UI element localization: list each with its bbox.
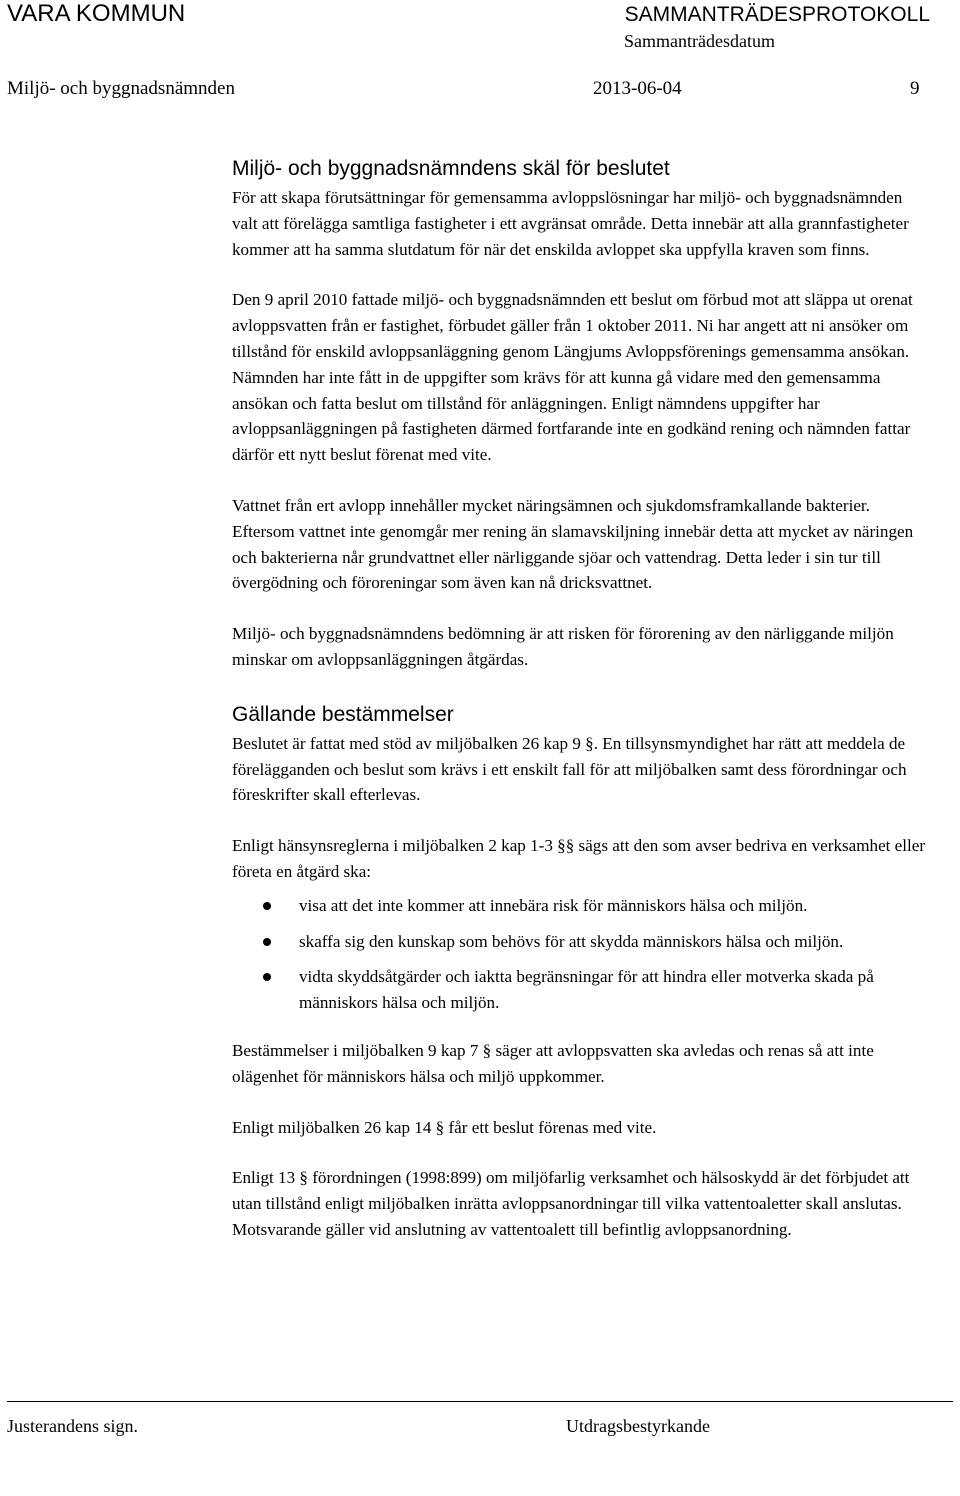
paragraph: Enligt hänsynsreglerna i miljöbalken 2 kap 1-3 §§ sägs att den som avser bedriva en verksamhet eller företa en åtgärd ska: — [232, 836, 926, 881]
protocol-title: SAMMANTRÄDESPROTOKOLL — [624, 3, 930, 26]
document-body — [232, 155, 932, 1243]
list-item: visa att det inte kommer att innebära risk för människors hälsa och miljön. — [232, 893, 932, 919]
paragraph: Bestämmelser i miljöbalken 9 kap 7 § säger att avloppsvatten ska avledas och renas så att inte olägenhet för människors hälsa och miljö uppkommer. — [232, 1040, 874, 1086]
paragraph: För att skapa förutsättningar för gemensamma avloppslösningar har miljö- och byggnadsnämnden valt att förelägga samtliga fastigheter i ett avgränsat område. Detta innebär att alla grannfastigheter kommer att ha samma slutdatum för när det enskilda avloppet ska uppfylla kraven som finns. — [232, 188, 909, 259]
section-heading-regulations: Gällande bestämmelser — [232, 702, 454, 726]
page-number: 9 — [910, 78, 920, 99]
extract-certification-label: Utdragsbestyrkande — [566, 1416, 710, 1436]
paragraph: Beslutet är fattat med stöd av miljöbalken 26 kap 9 §. En tillsynsmyndighet har rätt att meddela de förelägganden och beslut som krävs i ett enskilt fall för att miljöbalken samt dess förordningar och föreskrifter skall efterlevas. — [232, 733, 907, 805]
section-heading-reasons: Miljö- och byggnadsnämndens skäl för beslutet — [232, 157, 670, 180]
bullet-list — [232, 893, 932, 1016]
meeting-date-label: Sammanträdesdatum — [624, 31, 775, 51]
paragraph: Vattnet från ert avlopp innehåller mycket näringsämnen och sjukdomsframkallande bakterier. Eftersom vattnet inte genomgår mer rening än slamavskiljning innebär detta att mycket av näringen och bakterierna når grundvattnet eller närliggande sjöar och vattendrag. Detta leder i sin tur till övergödning och föroreningar som även kan nå dricksvattnet. — [232, 495, 914, 593]
footer-divider — [7, 1401, 953, 1402]
paragraph: Enligt 13 § förordningen (1998:899) om miljöfarlig verksamhet och hälsoskydd är det förbjudet att utan tillstånd enligt miljöbalken inrätta avloppsanordningar till vilka vattentoaletter skall anslutas. Motsvarande gäller vid anslutning av vattentoalett till befintlig avloppsanordning. — [232, 1168, 910, 1239]
paragraph: Den 9 april 2010 fattade miljö- och byggnadsnämnden ett beslut om förbud mot att släppa ut orenat avloppsvatten från er fastighet, förbudet gäller från 1 oktober 2011. Ni har angett att ni ansöker om tillstånd för enskild avloppsanläggning genom Längjums Avloppsförenings gemensamma ansökan. Nämnden har inte fått in de uppgifter som krävs för att kunna gå vidare med den gemensamma ansökan och fatta beslut om tillstånd för anläggningen. Enligt nämndens uppgifter har avloppsanläggningen på fastigheten därmed fortfarande inte en godkänd rening och nämnden fattar därför ett nytt beslut förenat med vite. — [232, 290, 913, 465]
signature-label: Justerandens sign. — [7, 1416, 138, 1436]
list-item: vidta skyddsåtgärder och iaktta begränsningar för att hindra eller motverka skada på människors hälsa och miljön. — [232, 964, 932, 1016]
list-item: skaffa sig den kunskap som behövs för att skydda människors hälsa och miljön. — [232, 929, 932, 955]
paragraph: Enligt miljöbalken 26 kap 14 § får ett beslut förenas med vite. — [232, 1117, 657, 1137]
meeting-date: 2013-06-04 — [593, 78, 682, 99]
organization-name: VARA KOMMUN — [7, 0, 186, 27]
board-name: Miljö- och byggnadsnämnden — [7, 78, 235, 99]
paragraph: Miljö- och byggnadsnämndens bedömning är att risken för förorening av den närliggande miljön minskar om avloppsanläggningen åtgärdas. — [232, 624, 894, 669]
